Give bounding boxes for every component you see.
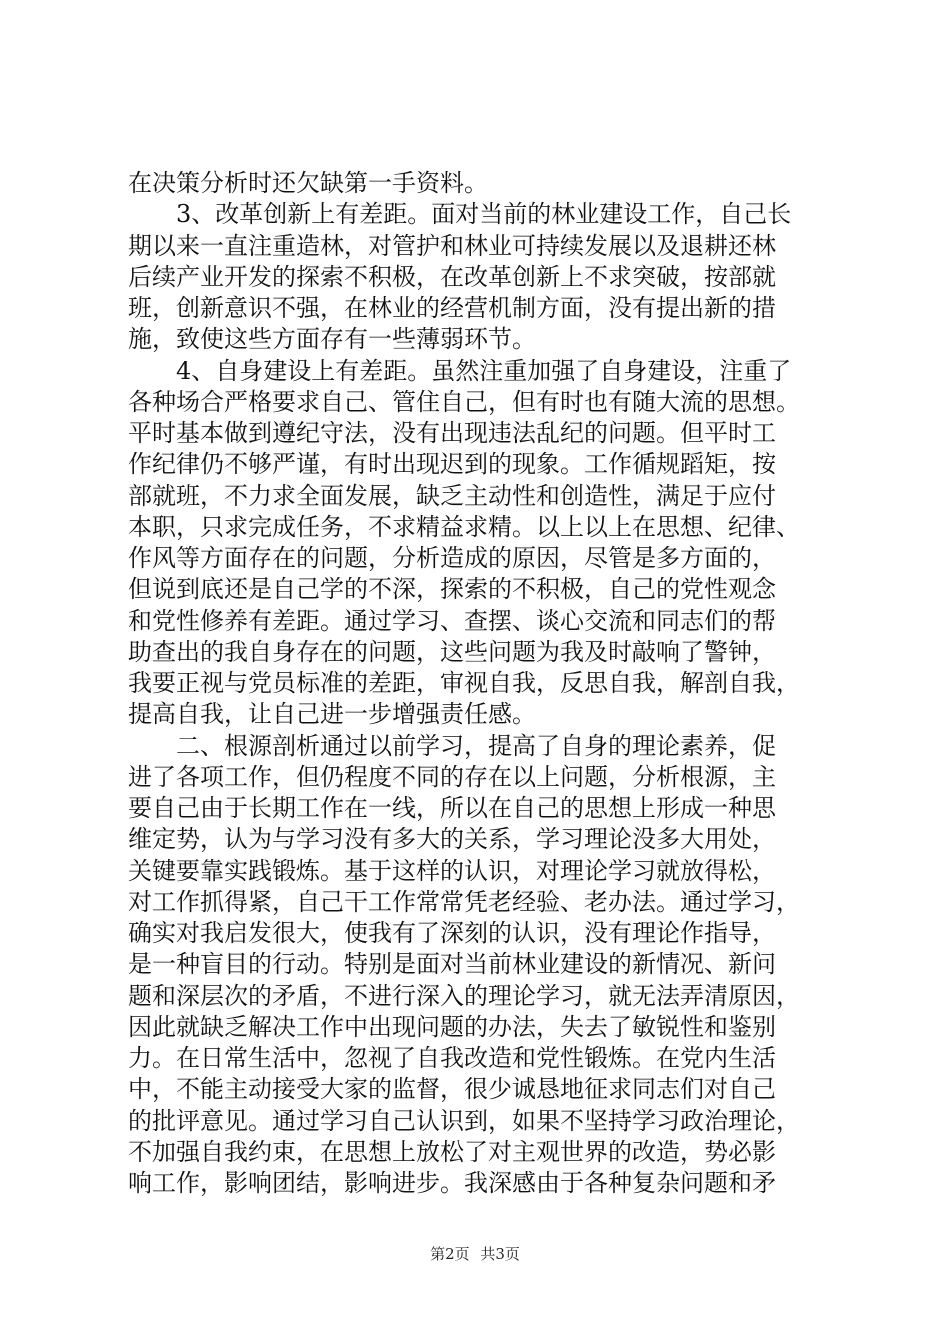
text-line: 在决策分析时还欠缺第一手资料。 <box>128 169 488 197</box>
text-line: 期以来一直注重造林，对管护和林业可持续发展以及退耕还林 <box>128 231 776 260</box>
text-line: 对工作抓得紧，自己干工作常常凭老经验、老办法。通过学习， <box>128 887 800 916</box>
page-number: 第2页 <box>430 1245 470 1263</box>
page-total: 共3页 <box>480 1245 520 1263</box>
text-line: 施，致使这些方面存有一些薄弱环节。 <box>128 325 536 354</box>
text-line: 维定势，认为与学习没有多大的关系，学习理论没多大用处， <box>128 825 776 854</box>
text-line: 作风等方面存在的问题，分析造成的原因，尽管是多方面的， <box>128 544 776 572</box>
body-text <box>128 168 828 1199</box>
text-line: 题和深层次的矛盾，不进行深入的理论学习，就无法弄清原因， <box>128 981 800 1010</box>
text-line: 但说到底还是自己学的不深，探索的不积极，自己的党性观念 <box>128 575 776 604</box>
text-line: 进了各项工作，但仍程度不同的存在以上问题，分析根源，主 <box>128 762 776 791</box>
text-line: 4、自身建设上有差距。虽然注重加强了自身建设，注重了 <box>128 356 792 385</box>
text-line: 部就班，不力求全面发展，缺乏主动性和创造性，满足于应付 <box>128 481 776 510</box>
text-line: 确实对我启发很大，使我有了深刻的认识，没有理论作指导， <box>128 919 776 947</box>
text-line: 二、根源剖析通过以前学习，提高了自身的理论素养，促 <box>128 731 776 760</box>
text-line: 本职，只求完成任务，不求精益求精。以上以上在思想、纪律、 <box>128 512 800 541</box>
text-line: 后续产业开发的探索不积极，在改革创新上不求突破，按部就 <box>128 262 776 291</box>
text-line: 的批评意见。通过学习自己认识到，如果不坚持学习政治理论， <box>128 1106 800 1135</box>
text-line: 和党性修养有差距。通过学习、查摆、谈心交流和同志们的帮 <box>128 606 776 635</box>
text-line: 助查出的我自身存在的问题，这些问题为我及时敲响了警钟， <box>128 637 776 666</box>
text-line: 因此就缺乏解决工作中出现问题的办法，失去了敏锐性和鉴别 <box>128 1012 776 1041</box>
text-line: 是一种盲目的行动。特别是面对当前林业建设的新情况、新问 <box>128 950 776 979</box>
text-line: 提高自我，让自己进一步增强责任感。 <box>128 700 536 729</box>
page-footer <box>0 1244 950 1264</box>
text-line: 平时基本做到遵纪守法，没有出现违法乱纪的问题。但平时工 <box>128 419 776 447</box>
text-line: 关键要靠实践锻炼。基于这样的认识，对理论学习就放得松， <box>128 856 776 885</box>
text-line: 响工作，影响团结，影响进步。我深感由于各种复杂问题和矛 <box>128 1169 776 1197</box>
text-line: 作纪律仍不够严谨，有时出现迟到的现象。工作循规蹈矩，按 <box>128 450 776 479</box>
text-line: 我要正视与党员标准的差距，审视自我，反思自我，解剖自我， <box>128 669 800 697</box>
text-line: 各种场合严格要求自己、管住自己，但有时也有随大流的思想。 <box>128 387 800 416</box>
text-line: 不加强自我约束，在思想上放松了对主观世界的改造，势必影 <box>128 1137 776 1166</box>
text-line: 力。在日常生活中，忽视了自我改造和党性锻炼。在党内生活 <box>128 1044 776 1072</box>
text-line: 中，不能主动接受大家的监督，很少诚恳地征求同志们对自己 <box>128 1075 776 1104</box>
text-line: 要自己由于长期工作在一线，所以在自己的思想上形成一种思 <box>128 794 776 822</box>
text-line: 3、改革创新上有差距。面对当前的林业建设工作，自己长 <box>128 200 792 229</box>
text-line: 班，创新意识不强，在林业的经营机制方面，没有提出新的措 <box>128 294 776 322</box>
